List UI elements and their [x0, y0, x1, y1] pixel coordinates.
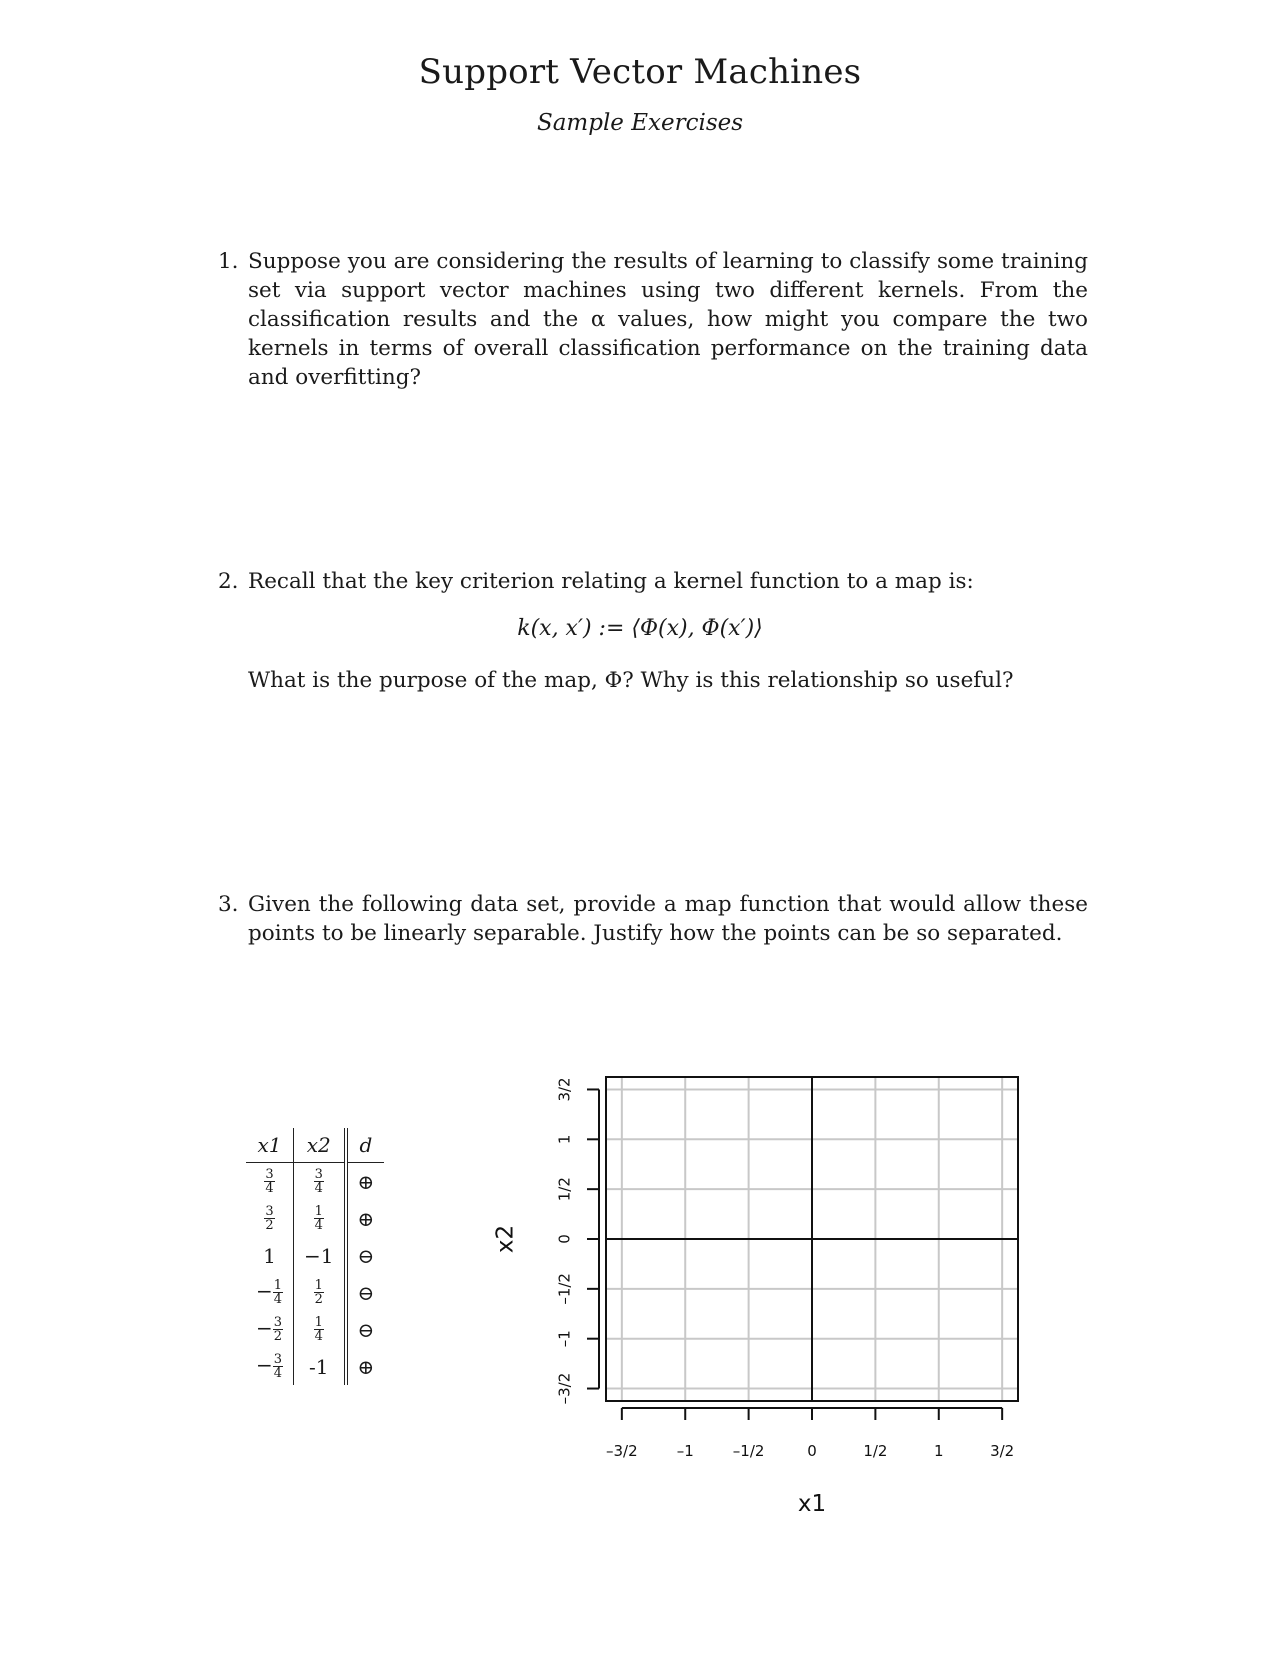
- fraction-sign: −: [256, 1353, 273, 1377]
- y-tick-label: –1/2: [555, 1273, 574, 1305]
- header-x1: x1: [246, 1128, 294, 1163]
- y-tick-label: 0: [555, 1234, 574, 1244]
- cell-d: ⊕: [346, 1163, 385, 1201]
- numerator: 3: [273, 1315, 283, 1330]
- x-tick-label: 0: [807, 1442, 817, 1460]
- denominator: 2: [273, 1329, 283, 1344]
- cell-d: ⊕: [346, 1200, 385, 1237]
- y-axis-label: x2: [492, 1224, 519, 1254]
- fraction-sign: −: [256, 1316, 273, 1340]
- numerator: 3: [314, 1167, 323, 1182]
- cell-d: ⊖: [346, 1274, 385, 1311]
- denominator: 4: [265, 1181, 274, 1196]
- numerator: 1: [314, 1315, 323, 1330]
- numerator: 1: [314, 1204, 323, 1219]
- y-tick-label: 1: [555, 1134, 574, 1145]
- fraction-sign: −: [256, 1279, 273, 1303]
- denominator: 2: [265, 1218, 274, 1233]
- kernel-formula: k(x, x′) := ⟨Φ(x), Φ(x′)⟩: [517, 616, 763, 641]
- x-axis-label: x1: [797, 1491, 827, 1517]
- header-d: d: [346, 1128, 385, 1163]
- denominator: 4: [314, 1181, 323, 1196]
- numerator: 3: [265, 1167, 274, 1182]
- cell-x1: 1: [263, 1243, 276, 1268]
- question-2-text: Recall that the key criterion relating a kernel function to a map is:: [248, 569, 974, 594]
- question-2-followup: What is the purpose of the map, Φ? Why is this relationship so useful?: [248, 668, 1014, 693]
- cell-x2: -1: [294, 1348, 346, 1385]
- denominator: 4: [273, 1366, 283, 1381]
- cell-d: ⊕: [346, 1348, 385, 1385]
- x-tick-label: –3/2: [606, 1442, 638, 1460]
- numerator: 3: [273, 1352, 283, 1367]
- numerator: 3: [265, 1204, 274, 1219]
- numerator: 1: [314, 1278, 323, 1293]
- denominator: 4: [273, 1292, 283, 1307]
- cell-x2: −1: [294, 1237, 346, 1274]
- y-tick-label: 1/2: [555, 1177, 574, 1202]
- numerator: 1: [273, 1278, 283, 1293]
- x-tick-label: –1: [676, 1442, 694, 1460]
- page-subtitle: Sample Exercises: [536, 110, 744, 136]
- cell-d: ⊖: [346, 1237, 385, 1274]
- denominator: 4: [314, 1329, 323, 1344]
- denominator: 4: [314, 1218, 323, 1233]
- question-3-number: 3.: [218, 892, 239, 917]
- denominator: 2: [314, 1292, 323, 1307]
- x-tick-label: 3/2: [990, 1442, 1015, 1460]
- y-tick-label: –3/2: [555, 1372, 574, 1405]
- y-tick-label: 3/2: [555, 1077, 574, 1102]
- question-1-text: Suppose you are considering the results of learning to classify some training set via support vector machines using two different kernels. From the classification results and the α values, how might you compare the two kernels in terms of overall classification performance on the training data and overfitting?: [248, 249, 1088, 390]
- page-title: Support Vector Machines: [418, 52, 862, 92]
- x-tick-label: 1: [933, 1442, 944, 1460]
- question-3-text: Given the following data set, provide a map function that would allow these points to be linearly separable. Justify how the points can be so separated.: [248, 892, 1088, 946]
- question-2-number: 2.: [218, 569, 239, 594]
- x-tick-label: –1/2: [732, 1442, 765, 1460]
- y-tick-label: –1: [555, 1330, 574, 1348]
- cell-d: ⊖: [346, 1311, 385, 1348]
- question-1-number: 1.: [218, 249, 239, 274]
- header-x2: x2: [294, 1128, 346, 1163]
- x-tick-label: 1/2: [863, 1442, 888, 1460]
